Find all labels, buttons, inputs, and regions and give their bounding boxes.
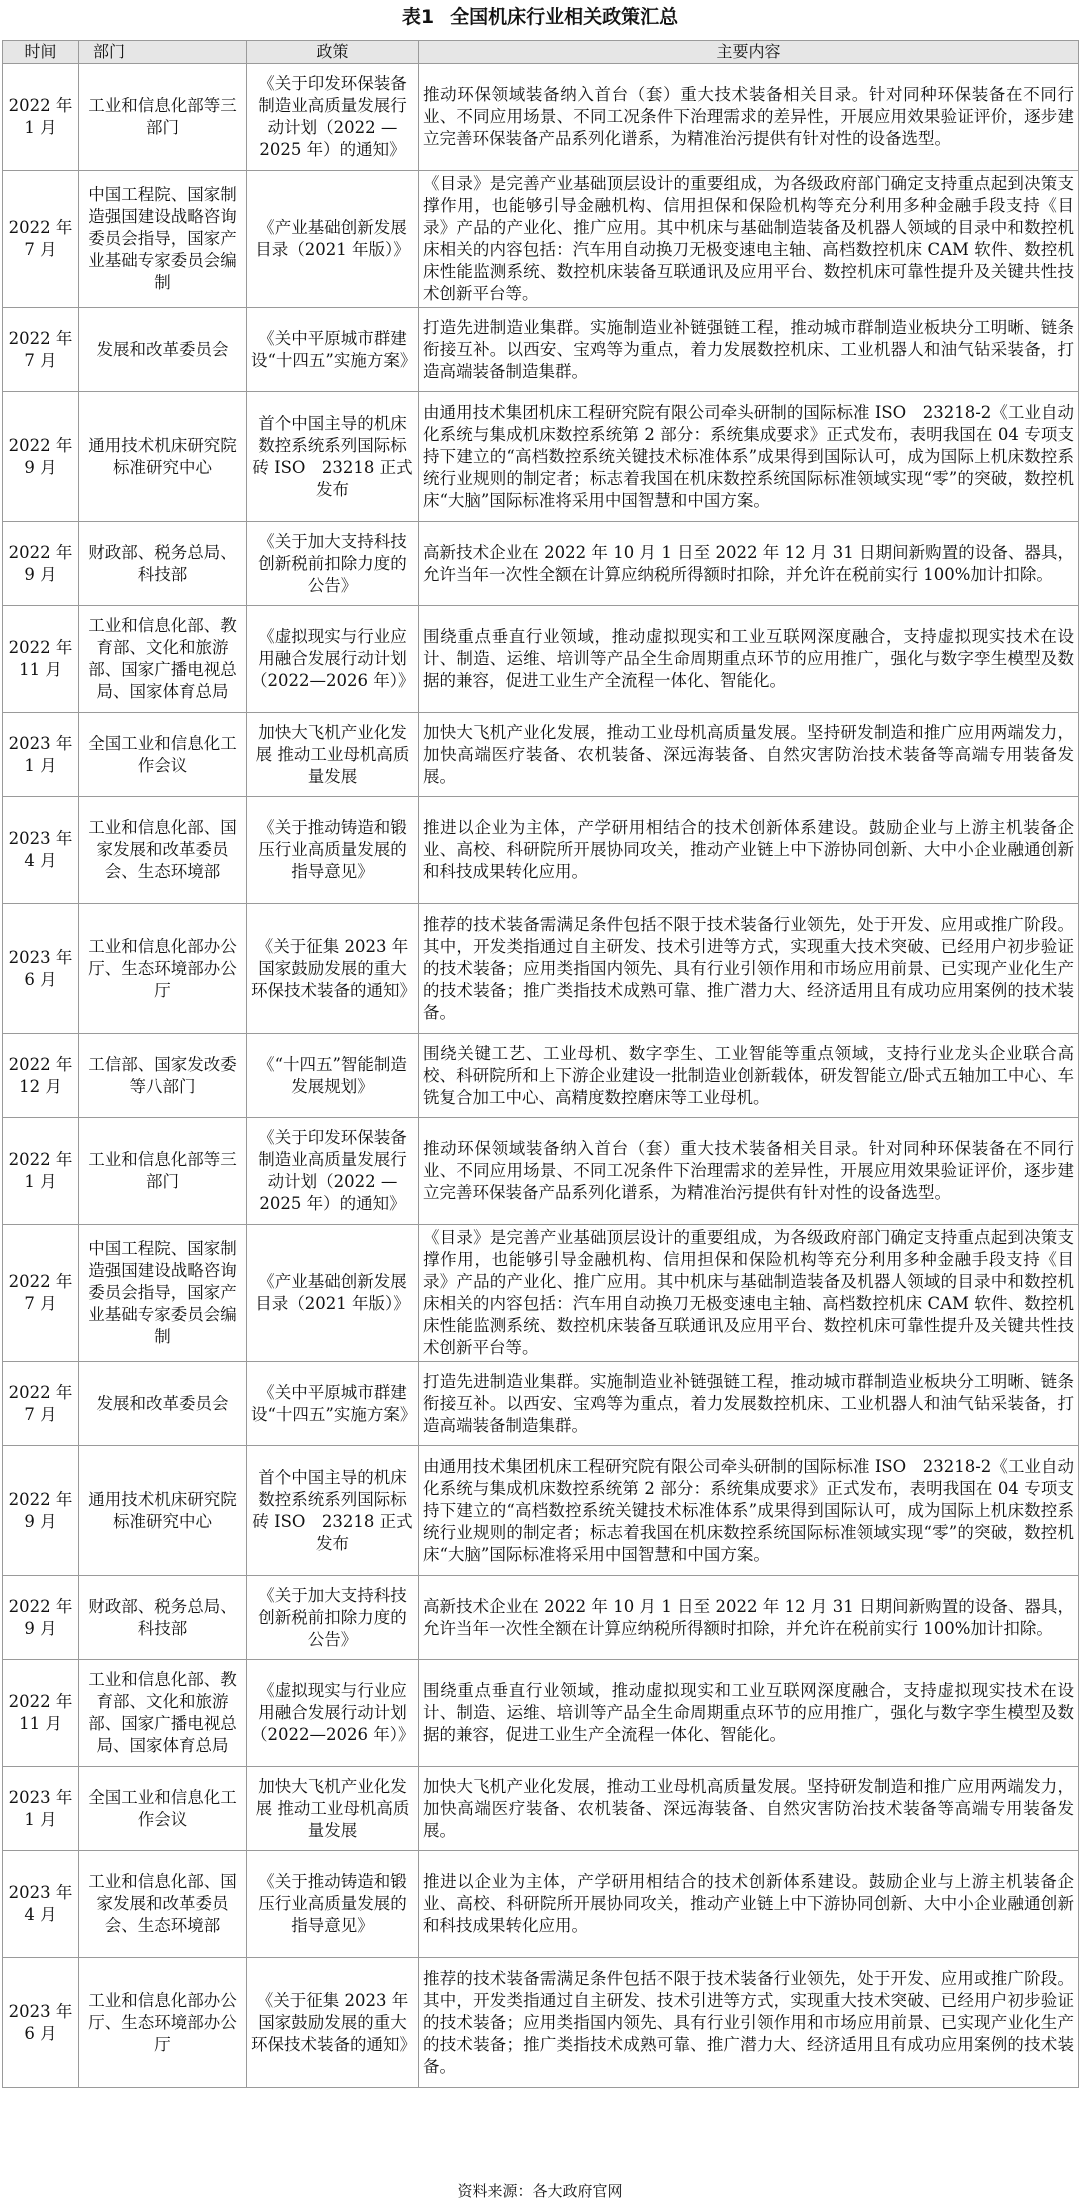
cell-policy: 《产业基础创新发展目录（2021 年版）》	[247, 1225, 419, 1362]
cell-time: 2022 年 11 月	[3, 1660, 79, 1767]
cell-policy: 《关于征集 2023 年国家鼓励发展的重大环保技术装备的通知》	[247, 1958, 419, 2088]
cell-dept: 工业和信息化部、教育部、文化和旅游部、国家广播电视总局、国家体育总局	[79, 606, 247, 713]
source-note: 资料来源：各大政府官网	[457, 2182, 623, 2200]
cell-content: 围绕重点垂直行业领域，推动虚拟现实和工业互联网深度融合，支持虚拟现实技术在设计、制造、运维、培训等产品全生命周期重点环节的应用推广，强化与数字孪生模型及数据的兼容，促进工业生产全流程一体化、智能化。	[419, 1660, 1079, 1767]
cell-content: 高新技术企业在 2022 年 10 月 1 日至 2022 年 12 月 31 日期间新购置的设备、器具，允许当年一次性全额在计算应纳税所得额时扣除，并允许在税前实行 100%加计扣除。	[419, 522, 1079, 606]
cell-time: 2022 年 12 月	[3, 1034, 79, 1118]
cell-content: 推进以企业为主体，产学研用相结合的技术创新体系建设。鼓励企业与上游主机装备企业、高校、科研院所开展协同攻关，推动产业链上中下游协同创新、大中小企业融通创新和科技成果转化应用。	[419, 797, 1079, 904]
table-row	[3, 1660, 1079, 1767]
table-row	[3, 713, 1079, 797]
table-row	[3, 1362, 1079, 1446]
cell-policy: 《关于征集 2023 年国家鼓励发展的重大环保技术装备的通知》	[247, 904, 419, 1034]
cell-policy: 首个中国主导的机床数控系统系列国际标砖 ISO 23218 正式发布	[247, 392, 419, 522]
cell-time: 2022 年 7 月	[3, 1362, 79, 1446]
table-row	[3, 392, 1079, 522]
cell-dept: 通用技术机床研究院标准研究中心	[79, 1446, 247, 1576]
policy-table	[2, 40, 1079, 2088]
cell-dept: 发展和改革委员会	[79, 308, 247, 392]
table-row	[3, 1225, 1079, 1362]
cell-dept: 工业和信息化部等三部门	[79, 64, 247, 171]
cell-content: 打造先进制造业集群。实施制造业补链强链工程，推动城市群制造业板块分工明晰、链条衔接互补。以西安、宝鸡等为重点，着力发展数控机床、工业机器人和油气钻采装备，打造高端装备制造集群。	[419, 308, 1079, 392]
cell-policy: 《虚拟现实与行业应用融合发展行动计划（2022—2026 年）》	[247, 1660, 419, 1767]
cell-content: 推荐的技术装备需满足条件包括不限于技术装备行业领先，处于开发、应用或推广阶段。其中，开发类指通过自主研发、技术引进等方式，实现重大技术突破、已经用户初步验证的技术装备；应用类指国内领先、具有行业引领作用和市场应用前景、已实现产业化生产的技术装备；推广类指技术成熟可靠、推广潜力大、经济适用且有成功应用案例的技术装备。	[419, 1958, 1079, 2088]
table-row	[3, 64, 1079, 171]
cell-time: 2023 年 4 月	[3, 1851, 79, 1958]
cell-dept: 全国工业和信息化工作会议	[79, 713, 247, 797]
cell-time: 2022 年 7 月	[3, 308, 79, 392]
table-row	[3, 1576, 1079, 1660]
table-row	[3, 171, 1079, 308]
cell-content: 《目录》是完善产业基础顶层设计的重要组成，为各级政府部门确定支持重点起到决策支撑作用，也能够引导金融机构、信用担保和保险机构等充分利用多种金融手段支持《目录》产品的产业化、推广应用。其中机床与基础制造装备及机器人领域的目录中和数控机床相关的内容包括：汽车用自动换刀无极变速电主轴、高档数控机床 CAM 软件、数控机床性能监测系统、数控机床装备互联通讯及应用平台、数控机床可靠性提升及关键共性技术创新平台等。	[419, 171, 1079, 308]
table-row	[3, 797, 1079, 904]
cell-policy: 《关中平原城市群建设“十四五”实施方案》	[247, 1362, 419, 1446]
cell-content: 加快大飞机产业化发展，推动工业母机高质量发展。坚持研发制造和推广应用两端发力，加快高端医疗装备、农机装备、深远海装备、自然灾害防治技术装备等高端专用装备发展。	[419, 713, 1079, 797]
cell-dept: 财政部、税务总局、科技部	[79, 1576, 247, 1660]
cell-policy: 《关于推动铸造和锻压行业高质量发展的指导意见》	[247, 1851, 419, 1958]
cell-policy: 《关中平原城市群建设“十四五”实施方案》	[247, 308, 419, 392]
cell-time: 2023 年 4 月	[3, 797, 79, 904]
cell-dept: 工业和信息化部办公厅、生态环境部办公厅	[79, 904, 247, 1034]
cell-content: 高新技术企业在 2022 年 10 月 1 日至 2022 年 12 月 31 日期间新购置的设备、器具，允许当年一次性全额在计算应纳税所得额时扣除，并允许在税前实行 100%加计扣除。	[419, 1576, 1079, 1660]
cell-time: 2022 年 7 月	[3, 171, 79, 308]
table-row	[3, 1851, 1079, 1958]
header-policy: 政策	[247, 41, 419, 64]
table-number: 表1	[401, 6, 435, 28]
cell-content: 推动环保领域装备纳入首台（套）重大技术装备相关目录。针对同种环保装备在不同行业、不同应用场景、不同工况条件下治理需求的差异性，开展应用效果验证评价，逐步建立完善环保装备产品系列化谱系，为精准治污提供有针对性的设备选型。	[419, 64, 1079, 171]
cell-dept: 工业和信息化部、教育部、文化和旅游部、国家广播电视总局、国家体育总局	[79, 1660, 247, 1767]
cell-content: 加快大飞机产业化发展，推动工业母机高质量发展。坚持研发制造和推广应用两端发力，加快高端医疗装备、农机装备、深远海装备、自然灾害防治技术装备等高端专用装备发展。	[419, 1767, 1079, 1851]
table-row	[3, 522, 1079, 606]
cell-time: 2023 年 6 月	[3, 1958, 79, 2088]
cell-dept: 财政部、税务总局、科技部	[79, 522, 247, 606]
cell-policy: 《虚拟现实与行业应用融合发展行动计划（2022—2026 年）》	[247, 606, 419, 713]
cell-policy: 《关于加大支持科技创新税前扣除力度的公告》	[247, 1576, 419, 1660]
cell-content: 由通用技术集团机床工程研究院有限公司牵头研制的国际标准 ISO 23218-2《工业自动化系统与集成机床数控系统第 2 部分：系统集成要求》正式发布，表明我国在 04 专项支持下建立的“高档数控系统关键技术标准体系”成果得到国际认可，成为国际上机床数控系统行业规则的制定者；标志着我国在机床数控系统国际标准领域实现“零”的突破，数控机床“大脑”国际标准将采用中国智慧和中国方案。	[419, 1446, 1079, 1576]
cell-dept: 中国工程院、国家制造强国建设战略咨询委员会指导，国家产业基础专家委员会编制	[79, 171, 247, 308]
table-header-row	[3, 41, 1079, 64]
cell-policy: 《关于加大支持科技创新税前扣除力度的公告》	[247, 522, 419, 606]
cell-time: 2023 年 1 月	[3, 1767, 79, 1851]
cell-content: 推荐的技术装备需满足条件包括不限于技术装备行业领先，处于开发、应用或推广阶段。其中，开发类指通过自主研发、技术引进等方式，实现重大技术突破、已经用户初步验证的技术装备；应用类指国内领先、具有行业引领作用和市场应用前景、已实现产业化生产的技术装备；推广类指技术成熟可靠、推广潜力大、经济适用且有成功应用案例的技术装备。	[419, 904, 1079, 1034]
table-row	[3, 1767, 1079, 1851]
cell-policy: 加快大飞机产业化发展 推动工业母机高质量发展	[247, 1767, 419, 1851]
cell-dept: 通用技术机床研究院标准研究中心	[79, 392, 247, 522]
table-row	[3, 606, 1079, 713]
cell-dept: 工业和信息化部等三部门	[79, 1118, 247, 1225]
cell-dept: 中国工程院、国家制造强国建设战略咨询委员会指导，国家产业基础专家委员会编制	[79, 1225, 247, 1362]
table-row	[3, 904, 1079, 1034]
cell-time: 2022 年 7 月	[3, 1225, 79, 1362]
cell-content: 《目录》是完善产业基础顶层设计的重要组成，为各级政府部门确定支持重点起到决策支撑作用，也能够引导金融机构、信用担保和保险机构等充分利用多种金融手段支持《目录》产品的产业化、推广应用。其中机床与基础制造装备及机器人领域的目录中和数控机床相关的内容包括：汽车用自动换刀无极变速电主轴、高档数控机床 CAM 软件、数控机床性能监测系统、数控机床装备互联通讯及应用平台、数控机床可靠性提升及关键共性技术创新平台等。	[419, 1225, 1079, 1362]
cell-content: 围绕关键工艺、工业母机、数字孪生、工业智能等重点领域，支持行业龙头企业联合高校、科研院所和上下游企业建设一批制造业创新载体，研发智能立/卧式五轴加工中心、车铣复合加工中心、高精度数控磨床等工业母机。	[419, 1034, 1079, 1118]
cell-policy: 加快大飞机产业化发展 推动工业母机高质量发展	[247, 713, 419, 797]
cell-policy: 《关于印发环保装备制造业高质量发展行动计划（2022 —2025 年）的通知》	[247, 1118, 419, 1225]
cell-policy: 《“十四五”智能制造发展规划》	[247, 1034, 419, 1118]
cell-dept: 工信部、国家发改委等八部门	[79, 1034, 247, 1118]
cell-content: 推动环保领域装备纳入首台（套）重大技术装备相关目录。针对同种环保装备在不同行业、不同应用场景、不同工况条件下治理需求的差异性，开展应用效果验证评价，逐步建立完善环保装备产品系列化谱系，为精准治污提供有针对性的设备选型。	[419, 1118, 1079, 1225]
cell-dept: 工业和信息化部办公厅、生态环境部办公厅	[79, 1958, 247, 2088]
cell-dept: 工业和信息化部、国家发展和改革委员会、生态环境部	[79, 797, 247, 904]
table-row	[3, 1118, 1079, 1225]
cell-policy: 首个中国主导的机床数控系统系列国际标砖 ISO 23218 正式发布	[247, 1446, 419, 1576]
cell-dept: 工业和信息化部、国家发展和改革委员会、生态环境部	[79, 1851, 247, 1958]
table-row	[3, 1034, 1079, 1118]
cell-time: 2023 年 1 月	[3, 713, 79, 797]
cell-dept: 全国工业和信息化工作会议	[79, 1767, 247, 1851]
header-time: 时间	[3, 41, 79, 64]
cell-content: 推进以企业为主体，产学研用相结合的技术创新体系建设。鼓励企业与上游主机装备企业、高校、科研院所开展协同攻关，推动产业链上中下游协同创新、大中小企业融通创新和科技成果转化应用。	[419, 1851, 1079, 1958]
header-content: 主要内容	[419, 41, 1079, 64]
cell-content: 围绕重点垂直行业领域，推动虚拟现实和工业互联网深度融合，支持虚拟现实技术在设计、制造、运维、培训等产品全生命周期重点环节的应用推广，强化与数字孪生模型及数据的兼容，促进工业生产全流程一体化、智能化。	[419, 606, 1079, 713]
table-row	[3, 1958, 1079, 2088]
table-title-text: 全国机床行业相关政策汇总	[450, 6, 679, 28]
table-row	[3, 1446, 1079, 1576]
cell-time: 2022 年 9 月	[3, 1446, 79, 1576]
header-dept: 部门	[79, 41, 247, 64]
cell-time: 2023 年 6 月	[3, 904, 79, 1034]
cell-time: 2022 年 1 月	[3, 1118, 79, 1225]
cell-dept: 发展和改革委员会	[79, 1362, 247, 1446]
cell-policy: 《关于推动铸造和锻压行业高质量发展的指导意见》	[247, 797, 419, 904]
cell-policy: 《产业基础创新发展目录（2021 年版）》	[247, 171, 419, 308]
table-row	[3, 308, 1079, 392]
cell-content: 由通用技术集团机床工程研究院有限公司牵头研制的国际标准 ISO 23218-2《工业自动化系统与集成机床数控系统第 2 部分：系统集成要求》正式发布，表明我国在 04 专项支持下建立的“高档数控系统关键技术标准体系”成果得到国际认可，成为国际上机床数控系统行业规则的制定者；标志着我国在机床数控系统国际标准领域实现“零”的突破，数控机床“大脑”国际标准将采用中国智慧和中国方案。	[419, 392, 1079, 522]
cell-time: 2022 年 11 月	[3, 606, 79, 713]
cell-time: 2022 年 1 月	[3, 64, 79, 171]
cell-content: 打造先进制造业集群。实施制造业补链强链工程，推动城市群制造业板块分工明晰、链条衔接互补。以西安、宝鸡等为重点，着力发展数控机床、工业机器人和油气钻采装备，打造高端装备制造集群。	[419, 1362, 1079, 1446]
cell-time: 2022 年 9 月	[3, 1576, 79, 1660]
cell-time: 2022 年 9 月	[3, 522, 79, 606]
cell-policy: 《关于印发环保装备制造业高质量发展行动计划（2022 —2025 年）的通知》	[247, 64, 419, 171]
cell-time: 2022 年 9 月	[3, 392, 79, 522]
table-title	[0, 0, 1080, 40]
